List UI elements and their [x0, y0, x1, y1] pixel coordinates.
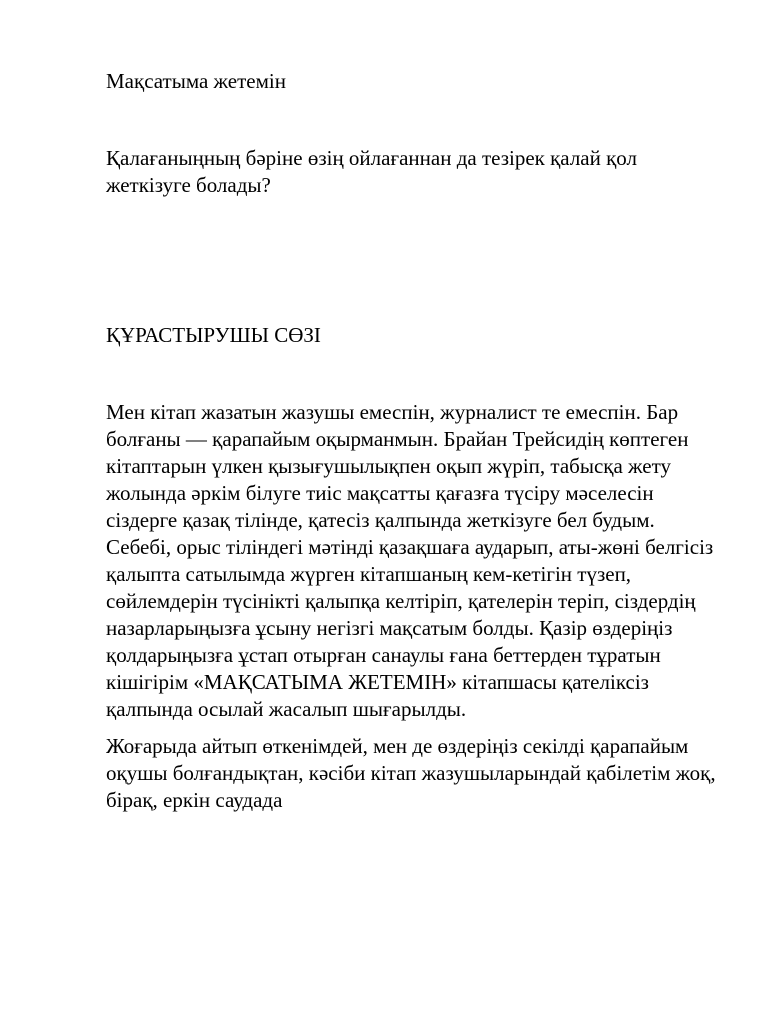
document-title: Мақсатыма жетемін: [106, 69, 286, 93]
section-heading: ҚҰРАСТЫРУШЫ СӨЗІ: [106, 323, 321, 347]
document-body: [106, 68, 716, 824]
paragraph: Мен кітап жазатын жазушы емеспін, журналист те емеспін. Бар болғаны — қарапайым оқырманмын. Брайан Трейсидің көптеген кітаптарын үлкен қызығушылықпен оқып жүріп, табысқа жету жолында әркім білуге тиіс мақсатты қағазға түсіру мәселесін сіздерге қазақ тілінде, қатесіз қалпында жеткізуге бел будым. Себебі, орыс тіліндегі мәтінді қазақшаға аударып, аты-жөні белгісіз қалыпта сатылымда жүрген кітапшаның кем-кетігін түзеп, сөйлемдерін түсінікті қалыпқа келтіріп, қателерін теріп, сіздердің назарларыңызға ұсыну негізгі мақсатым болды. Қазір өздеріңіз қолдарыңызға ұстап отырған санаулы ғана беттерден тұратын кішігірім «МАҚСАТЫМА ЖЕТЕМІН» кітапшасы қателіксіз қалпында осылай жасалып шығарылды.: [106, 400, 714, 721]
paragraph: Жоғарыда айтып өткенімдей, мен де өздеріңіз секілді қарапайым оқушы болғандықтан, кәсіби кітап жазушыларындай қабілетім жоқ, бірақ, еркін саудада: [106, 734, 716, 812]
document-subtitle: Қалағаныңның бәріне өзің ойлағаннан да тезірек қалай қол жеткізуге болады?: [106, 146, 638, 197]
